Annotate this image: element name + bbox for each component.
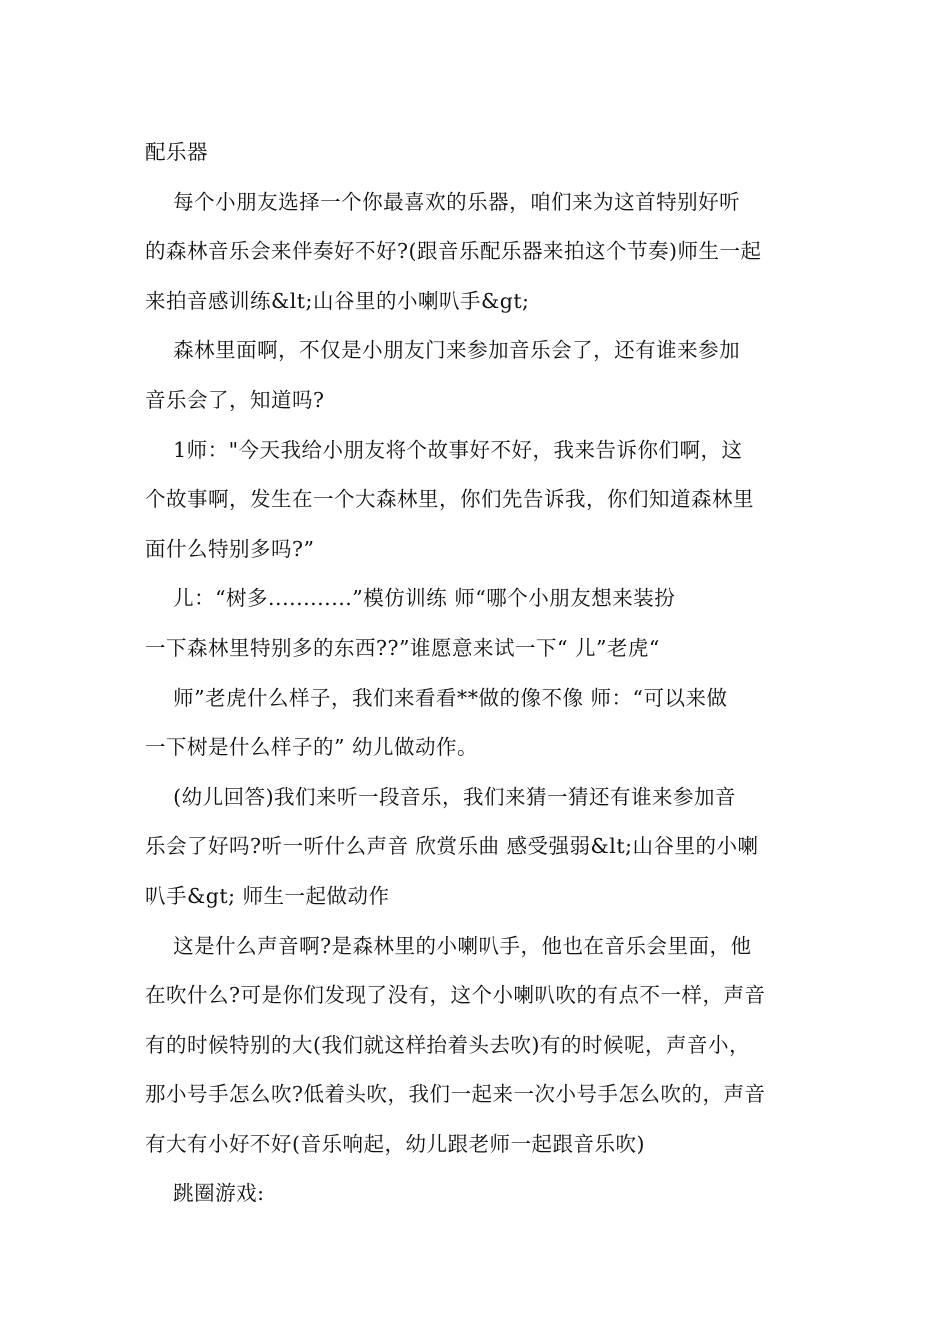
text-line: 配乐器	[145, 140, 208, 164]
text-line: 个故事啊，发生在一个大森林里，你们先告诉我，你们知道森林里	[145, 487, 754, 512]
text-line: 每个小朋友选择一个你最喜欢的乐器，咱们来为这首特别好听	[145, 189, 741, 214]
text-line: 有的时候特别的大(我们就这样抬着头去吹)有的时候呢，声音小，	[145, 1032, 750, 1057]
text-line: 一下树是什么样子的” 幼儿做动作。	[145, 735, 478, 760]
text-line: 师”老虎什么样子，我们来看看**做的像不像 师：“可以来做	[145, 685, 728, 710]
document-body	[145, 128, 815, 1219]
text-line: 面什么特别多吗?”	[145, 536, 315, 561]
text-line: 在吹什么?可是你们发现了没有，这个小喇叭吹的有点不一样，声音	[145, 983, 766, 1008]
text-line: 森林里面啊，不仅是小朋友门来参加音乐会了，还有谁来参加	[145, 338, 741, 363]
text-line: 乐会了好吗?听一听什么声音 欣赏乐曲 感受强弱&lt;山谷里的小喇	[145, 834, 759, 859]
text-line: 这是什么声音啊?是森林里的小喇叭手，他也在音乐会里面，他	[145, 933, 752, 958]
text-line: 那小号手怎么吹?低着头吹，我们一起来一次小号手怎么吹的，声音	[145, 1082, 766, 1107]
text-line: 来拍音感训练&lt;山谷里的小喇叭手&gt;	[145, 288, 530, 313]
text-line: 跳圈游戏:	[145, 1181, 265, 1206]
text-line: 叭手&gt; 师生一起做动作	[145, 883, 390, 908]
text-line: 儿：“树多............”模仿训练 师“哪个小朋友想来装扮	[145, 586, 676, 611]
text-line: 一下森林里特别多的东西??”谁愿意来试一下“ 儿”老虎“	[145, 635, 660, 660]
text-line: 有大有小好不好(音乐响起，幼儿跟老师一起跟音乐吹)	[145, 1131, 645, 1156]
text-line: 音乐会了，知道吗?	[145, 387, 325, 412]
text-line: 1师："今天我给小朋友将个故事好不好，我来告诉你们啊，这	[145, 437, 743, 462]
text-line: 的森林音乐会来伴奏好不好?(跟音乐配乐器来拍这个节奏)师生一起	[145, 239, 762, 264]
text-line: (幼儿回答)我们来听一段音乐，我们来猜一猜还有谁来参加音	[145, 784, 737, 809]
